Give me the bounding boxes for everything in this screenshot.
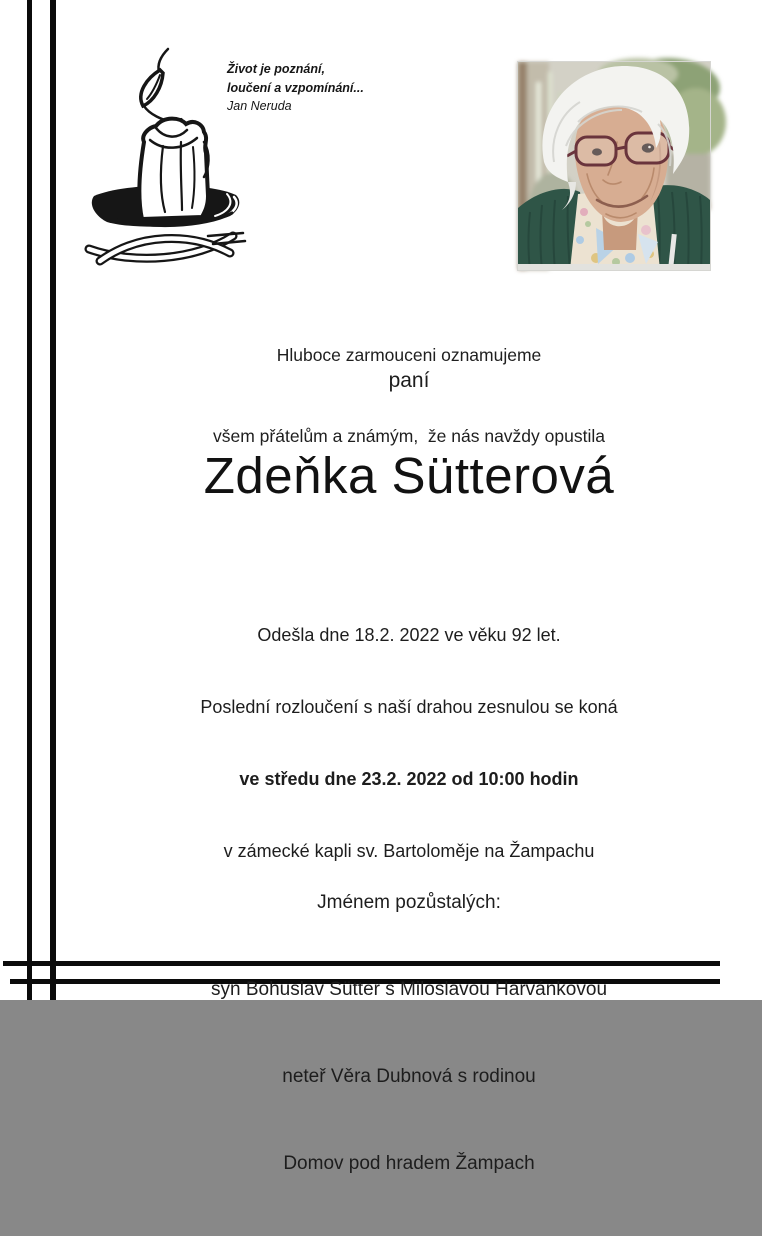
quote-author: Jan Neruda bbox=[227, 99, 292, 113]
portrait-photo bbox=[518, 62, 710, 270]
frame-vertical-line-outer bbox=[27, 0, 32, 1000]
mourners-line-home: Domov pod hradem Žampach bbox=[283, 1153, 535, 1174]
details-date-of-death: Odešla dne 18.2. 2022 ve věku 92 let. bbox=[257, 625, 561, 645]
details-funeral-place: v zámecké kapli sv. Bartoloměje na Žampachu bbox=[223, 841, 595, 861]
quote-line: Život je poznání, bbox=[227, 62, 325, 76]
announcement-line-1: Hluboce zarmouceni oznamujeme bbox=[276, 345, 542, 365]
salutation: paní bbox=[388, 369, 430, 392]
deceased-name: Zdeňka Sütterová bbox=[203, 447, 615, 504]
mourners-line-niece: neteř Věra Dubnová s rodinou bbox=[282, 1066, 536, 1087]
announcement-line-2: všem přátelům a známým, že nás navždy opustila bbox=[213, 426, 605, 446]
mourners-heading: Jménem pozůstalých: bbox=[317, 892, 501, 913]
quote-line: loučení a vzpomínání... bbox=[227, 80, 364, 95]
mourners-line-son: syn Bohuslav Sütter s Miloslavou Harvánkovou bbox=[210, 979, 608, 1000]
quote-block bbox=[227, 60, 364, 116]
details-funeral-datetime: ve středu dne 23.2. 2022 od 10:00 hodin bbox=[239, 769, 579, 789]
details-farewell-intro: Poslední rozloučení s naší drahou zesnulou se koná bbox=[200, 697, 618, 717]
mourners-block bbox=[56, 830, 762, 1236]
